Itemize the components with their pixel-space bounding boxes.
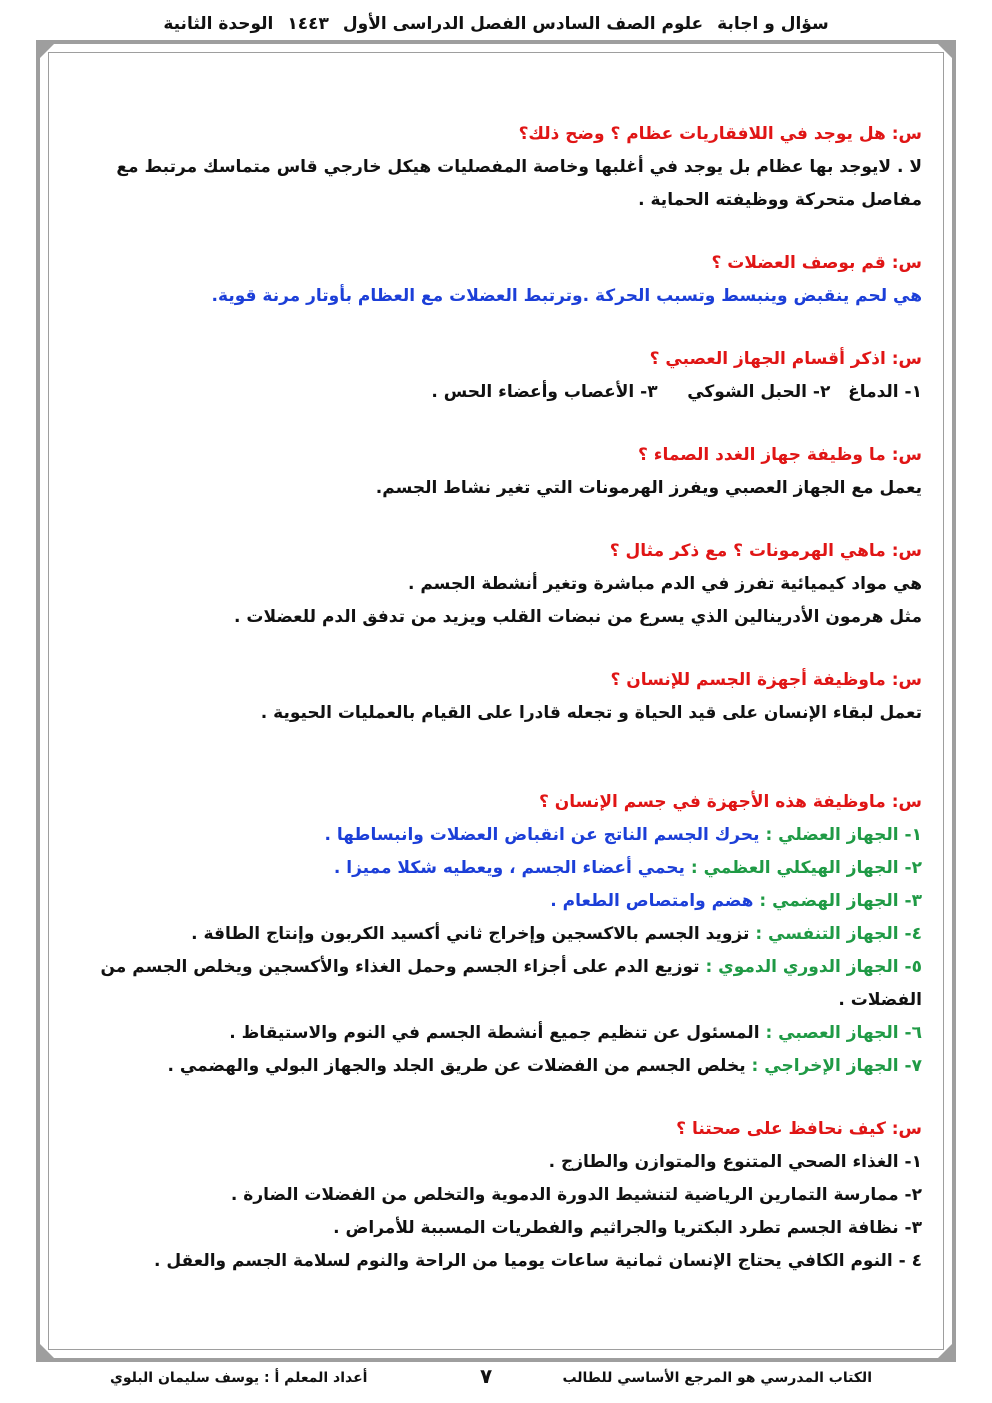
qa-block-8 [70, 1113, 922, 1278]
system-term: ٥- الجهاز الدوري الدموي : [705, 957, 922, 977]
qa-block-1 [70, 118, 922, 217]
question: س: قم بوصف العضلات ؟ [711, 253, 922, 273]
list-item [70, 951, 922, 1017]
list-item: ٣- نظافة الجسم تطرد البكتريا والجراثيم والفطريات المسببة للأمراض . [333, 1218, 922, 1238]
qa-block-6 [70, 664, 922, 730]
page-footer [90, 1366, 892, 1396]
system-function: تزويد الجسم بالاكسجين وإخراج ثاني أكسيد الكربون وإنتاج الطاقة . [191, 924, 756, 944]
page-number: ٧ [480, 1364, 493, 1388]
answer-definition: هي مواد كيميائية تفرز في الدم مباشرة وتغير أنشطة الجسم . [407, 574, 922, 594]
system-term: ٦- الجهاز العصبي : [765, 1023, 922, 1043]
frame-corner [40, 1344, 54, 1358]
question: س: ماوظيفة هذه الأجهزة في جسم الإنسان ؟ [538, 792, 922, 812]
qa-block-4 [70, 439, 922, 505]
header-year: ١٤٤٣ [287, 14, 329, 34]
system-term: ٤- الجهاز التنفسي : [755, 924, 922, 944]
answer: هي لحم ينقبض وينبسط وتسبب الحركة .وترتبط العضلات مع العظام بأوتار مرنة قوية. [211, 286, 922, 306]
system-function: توزيع الدم على أجزاء الجسم وحمل الغذاء والأكسجين ويخلص الجسم من الفضلات . [100, 957, 922, 1010]
system-function: يحرك الجسم الناتج عن انقباض العضلات وانبساطها . [324, 825, 766, 845]
list-item: ١- الغذاء الصحي المتنوع والمتوازن والطازج . [548, 1152, 922, 1172]
footer-note: الكتاب المدرسي هو المرجع الأساسي للطالب [562, 1370, 872, 1386]
list-item [70, 852, 922, 885]
list-item [70, 819, 922, 852]
header-title: سؤال و اجابة [717, 14, 829, 34]
system-term: ٣- الجهاز الهضمي : [759, 891, 922, 911]
qa-content [70, 118, 922, 1308]
list-item: ٢- ممارسة التمارين الرياضية لتنشيط الدورة الدموية والتخلص من الفضلات الضارة . [230, 1185, 922, 1205]
system-function: يخلص الجسم من الفضلات عن طريق الجلد والجهاز البولي والهضمي . [167, 1056, 752, 1076]
system-function: هضم وامتصاص الطعام . [550, 891, 760, 911]
system-term: ١- الجهاز العضلي : [765, 825, 922, 845]
qa-block-7 [70, 786, 922, 1083]
list-item [70, 918, 922, 951]
list-item: ٤ - النوم الكافي يحتاج الإنسان ثمانية ساعات يوميا من الراحة والنوم لسلامة الجسم والعقل . [153, 1251, 922, 1271]
question: س: كيف نحافظ على صحتنا ؟ [676, 1119, 922, 1139]
answer: ١- الدماغ ٢- الحبل الشوكي ٣- الأعصاب وأعضاء الحس . [431, 382, 922, 402]
footer-author: أعداد المعلم أ : يوسف سليمان البلوي [110, 1370, 368, 1386]
page-header [150, 14, 842, 42]
qa-block-5 [70, 535, 922, 634]
frame-corner [40, 44, 54, 58]
system-term: ٧- الجهاز الإخراجي : [751, 1056, 922, 1076]
question: س: ما وظيفة جهاز الغدد الصماء ؟ [637, 445, 922, 465]
question: س: اذكر أقسام الجهاز العصبي ؟ [649, 349, 922, 369]
system-term: ٢- الجهاز الهيكلي العظمي : [690, 858, 922, 878]
qa-block-3 [70, 343, 922, 409]
qa-block-2 [70, 247, 922, 313]
frame-corner [938, 1344, 952, 1358]
list-item [70, 1050, 922, 1083]
header-subject: علوم الصف السادس الفصل الدراسى الأول [342, 14, 704, 34]
header-unit: الوحدة الثانية [163, 14, 274, 34]
answer-example: مثل هرمون الأدرينالين الذي يسرع من نبضات القلب ويزيد من تدفق الدم للعضلات . [233, 607, 922, 627]
frame-corner [938, 44, 952, 58]
answer: يعمل مع الجهاز العصبي ويفرز الهرمونات التي تغير نشاط الجسم. [375, 478, 922, 498]
system-function: المسئول عن تنظيم جميع أنشطة الجسم في النوم والاستيقاظ . [229, 1023, 766, 1043]
list-item [70, 1017, 922, 1050]
question: س: ماهي الهرمونات ؟ مع ذكر مثال ؟ [609, 541, 922, 561]
system-function: يحمي أعضاء الجسم ، ويعطيه شكلا مميزا . [333, 858, 691, 878]
answer: تعمل لبقاء الإنسان على قيد الحياة و تجعله قادرا على القيام بالعمليات الحيوية . [260, 703, 922, 723]
question: س: ماوظيفة أجهزة الجسم للإنسان ؟ [610, 670, 922, 690]
list-item [70, 885, 922, 918]
answer: لا . لايوجد بها عظام بل يوجد في أغلبها وخاصة المفصليات هيكل خارجي قاس متماسك مرتبط مع مفاصل متحركة ووظيفته الحماية . [116, 157, 922, 210]
question: س: هل يوجد في اللافقاريات عظام ؟ وضح ذلك؟ [518, 124, 922, 144]
